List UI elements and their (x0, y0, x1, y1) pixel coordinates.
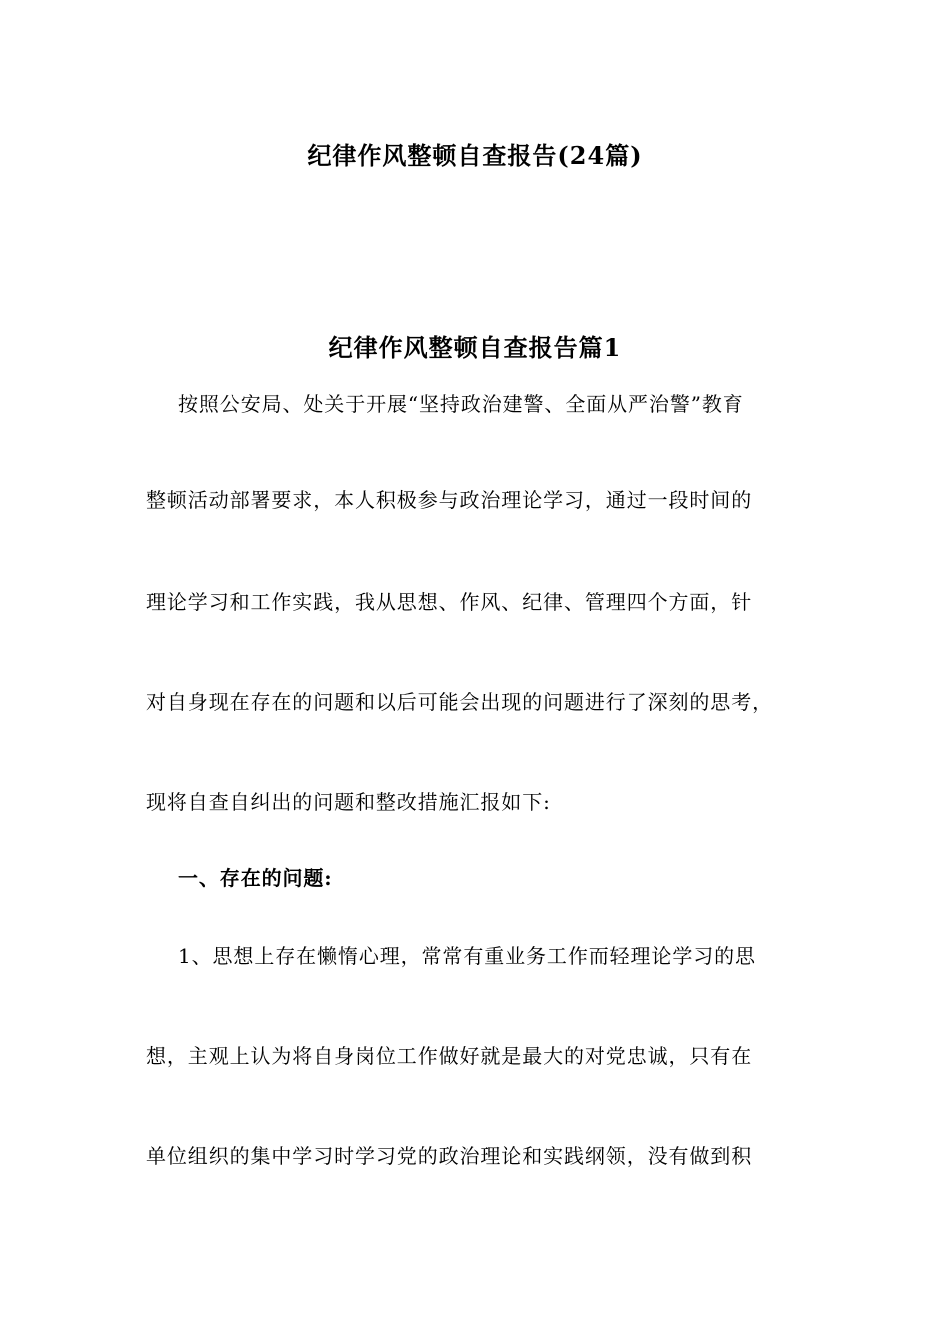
paragraph-line: 1、思想上存在懒惰心理，常常有重业务工作而轻理论学习的思 (178, 944, 756, 968)
section-title: 纪律作风整顿自查报告篇1 (328, 333, 622, 362)
paragraph-line: 单位组织的集中学习时学习党的政治理论和实践纲领，没有做到积 (146, 1144, 753, 1168)
document-title: 纪律作风整顿自查报告(24篇) (307, 141, 643, 170)
paragraph-line: 现将自查自纠出的问题和整改措施汇报如下: (146, 790, 551, 814)
paragraph-line: 对自身现在存在的问题和以后可能会出现的问题进行了深刻的思考， (146, 690, 773, 714)
heading-problems: 一、存在的问题: (178, 866, 333, 890)
paragraph-line: 想，主观上认为将自身岗位工作做好就是最大的对党忠诚，只有在 (146, 1044, 753, 1068)
paragraph-line: 按照公安局、处关于开展“坚持政治建警、全面从严治警”教育 (178, 392, 744, 416)
paragraph-line: 理论学习和工作实践，我从思想、作风、纪律、管理四个方面，针 (146, 590, 753, 614)
paragraph-line: 整顿活动部署要求，本人积极参与政治理论学习，通过一段时间的 (146, 488, 753, 512)
